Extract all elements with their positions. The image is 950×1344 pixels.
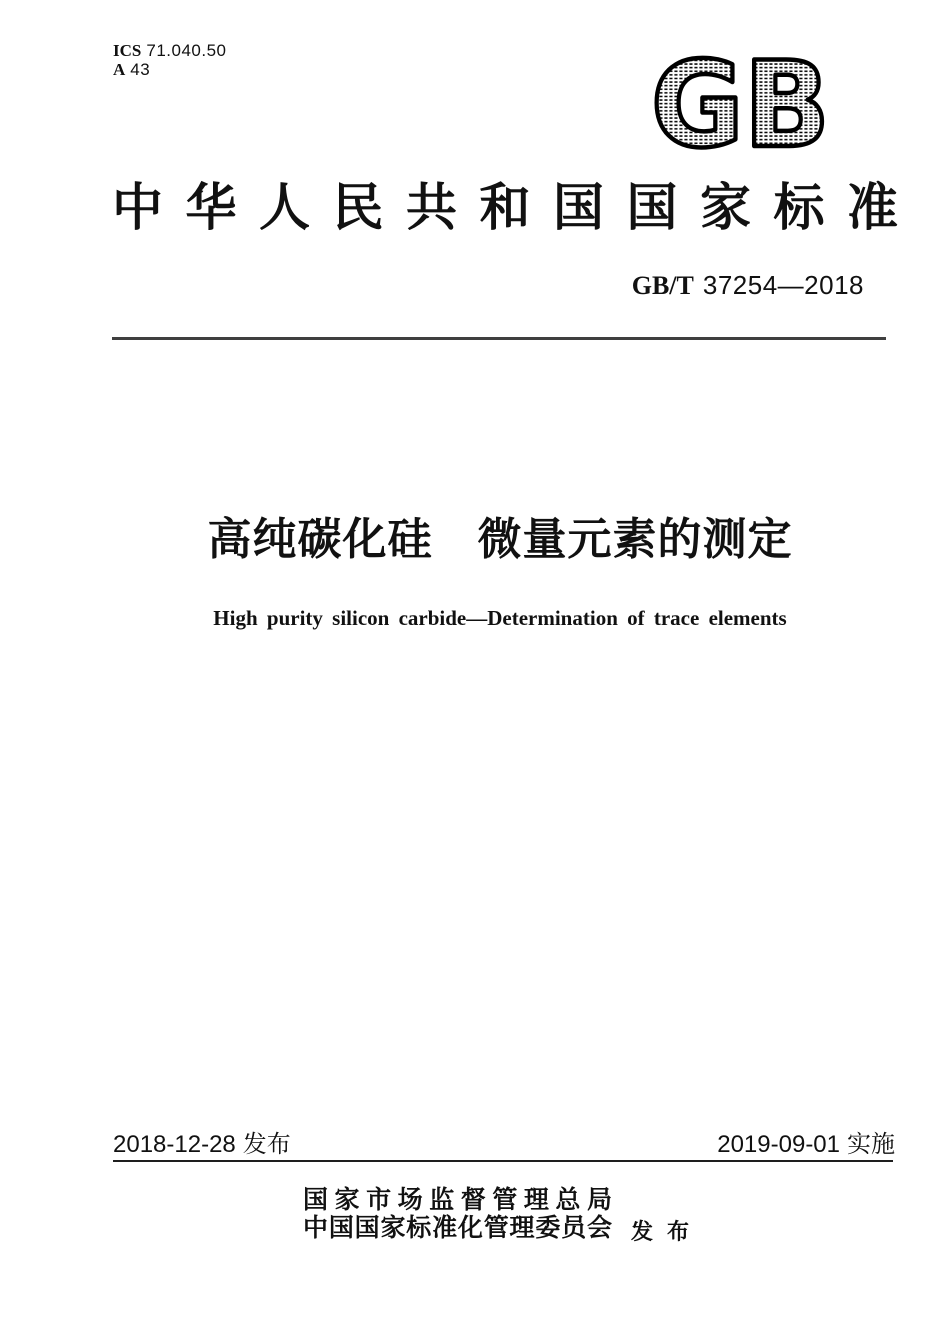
standard-number-prefix: GB/T [631,271,694,300]
ics-label: ICS [113,41,142,60]
standard-number-value: 37254—2018 [702,270,864,300]
publisher-block [303,1187,612,1243]
publish-label: 发布 [631,1219,704,1244]
footer-rule [113,1160,893,1162]
standard-number [632,270,864,301]
ics-line [113,41,227,60]
ics-value: 71.040.50 [146,41,227,60]
issue-date-line [113,1131,291,1159]
ics-block [113,41,227,79]
gb-logo-icon [649,55,832,150]
publisher-line-1: 国家市场监督管理总局 [303,1187,612,1214]
header-rule [112,337,886,340]
implementation-label: 实施 [847,1131,895,1158]
class-label: A [113,60,126,79]
issue-date: 2018-12-28 [113,1131,236,1158]
implementation-date: 2019-09-01 [717,1131,840,1158]
english-title: High purity silicon carbide—Determination of trace elements [213,606,787,630]
publisher-line-2: 中国国家标准化管理委员会 [303,1215,612,1242]
chinese-title: 高纯碳化硅 微量元素的测定 [207,515,793,564]
class-value: 43 [130,60,151,79]
national-standard-heading: 中华人民共和国国家标准 [112,181,898,237]
implementation-date-line [717,1131,895,1159]
classification-line [113,60,227,79]
gb-logo-letters: GB [651,55,830,150]
issue-label: 发布 [242,1131,291,1158]
